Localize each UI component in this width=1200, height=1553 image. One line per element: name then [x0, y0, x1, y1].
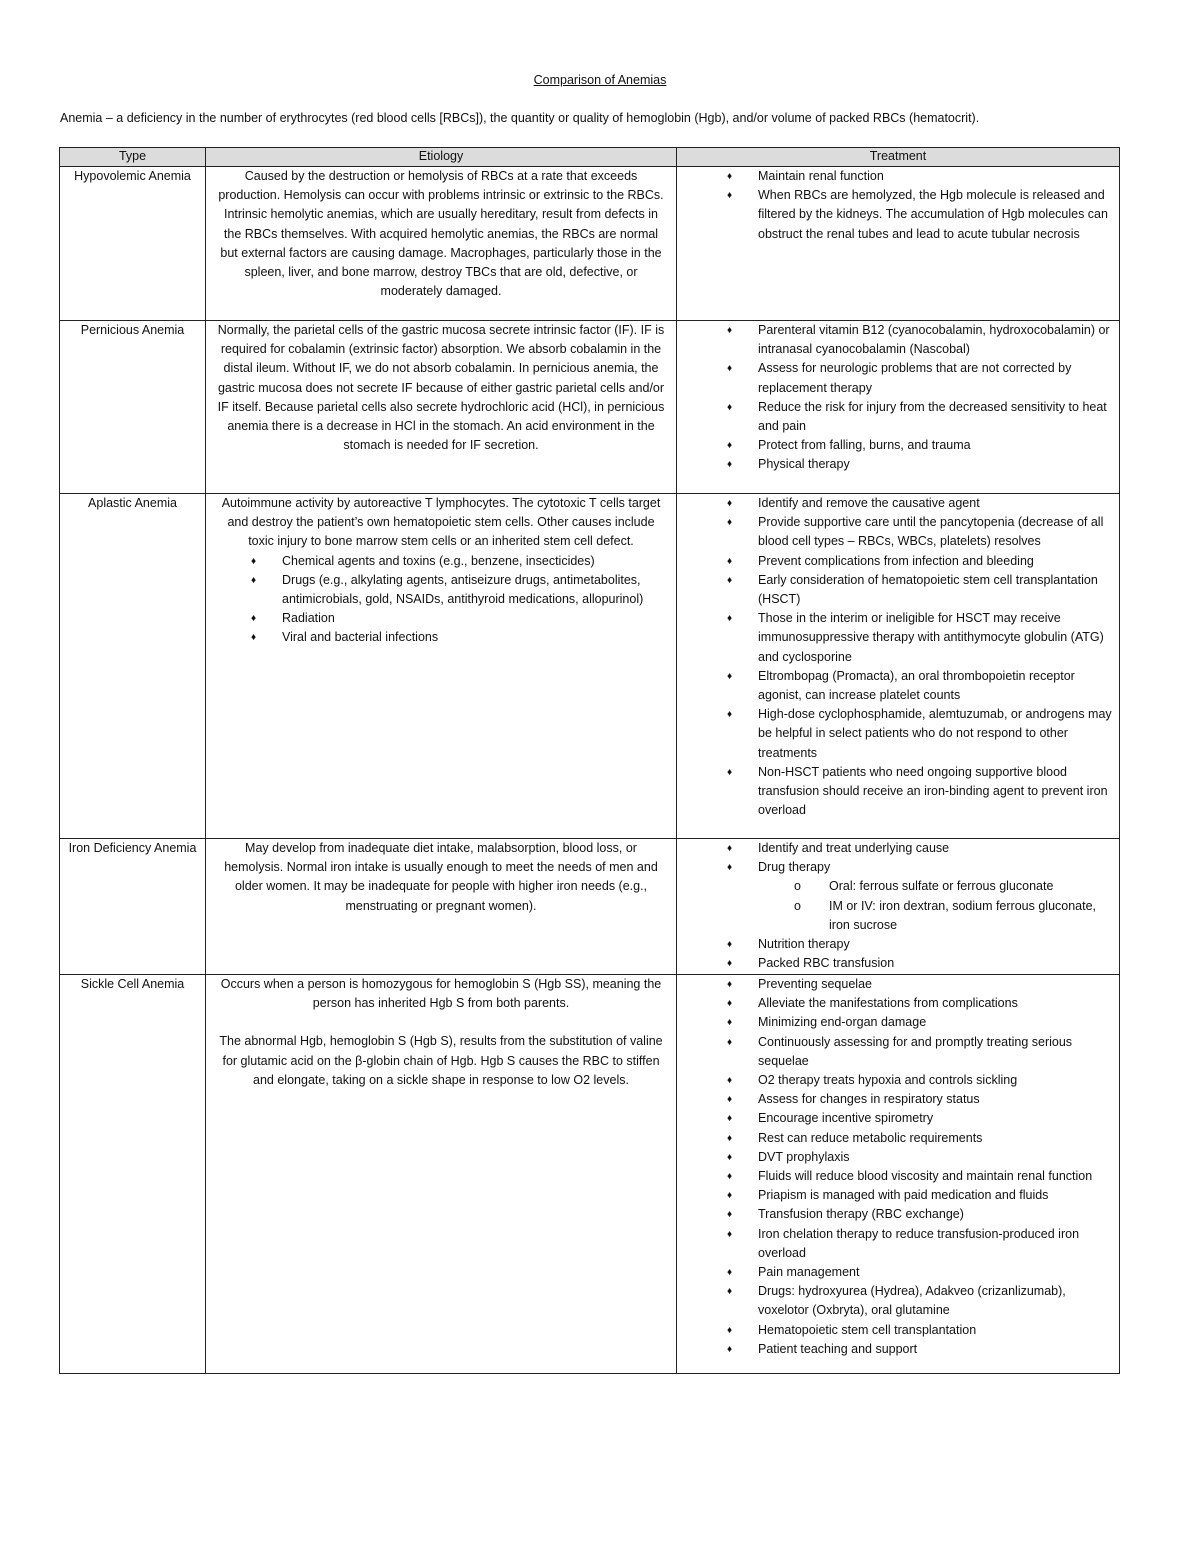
cell-type: Sickle Cell Anemia [60, 975, 206, 1374]
treatment-item: ♦ Rest can reduce metabolic requirements [683, 1129, 1113, 1148]
etiology-text: The abnormal Hgb, hemoglobin S (Hgb S), results from the substitution of valine for glutamic acid on the β-globin chain of Hgb. Hgb S causes the RBC to stiffen and elongate, taking on a sickle shape in response to low O2 levels. [219, 1034, 663, 1087]
table-row-pernicious [60, 321, 1120, 494]
table-row-hypovolemic [60, 167, 1120, 321]
treatment-item: ♦ Drug therapy [683, 858, 1113, 877]
treatment-item: ♦ Drugs: hydroxyurea (Hydrea), Adakveo (crizanlizumab), voxelotor (Oxbryta), oral glutamine [683, 1282, 1113, 1320]
treatment-item: ♦ Priapism is managed with paid medication and fluids [683, 1186, 1113, 1205]
treatment-item: ♦ O2 therapy treats hypoxia and controls sickling [683, 1071, 1113, 1090]
treatment-item: ♦ Parenteral vitamin B12 (cyanocobalamin, hydroxocobalamin) or intranasal cyanocobalamin (Nascobal) [683, 321, 1113, 359]
treatment-item: ♦ Reduce the risk for injury from the decreased sensitivity to heat and pain [683, 398, 1113, 436]
treatment-item: ♦ Iron chelation therapy to reduce transfusion-produced iron overload [683, 1225, 1113, 1263]
cell-etiology [206, 975, 677, 1374]
etiology-item: ♦ Viral and bacterial infections [206, 628, 666, 647]
treatment-item: ♦ Protect from falling, burns, and trauma [683, 436, 1113, 455]
treatment-item: ♦ Alleviate the manifestations from complications [683, 994, 1113, 1013]
treatment-item: ♦ Transfusion therapy (RBC exchange) [683, 1205, 1113, 1224]
treatment-item: ♦ Fluids will reduce blood viscosity and maintain renal function [683, 1167, 1113, 1186]
treatment-item: ♦ When RBCs are hemolyzed, the Hgb molecule is released and filtered by the kidneys. The accumulation of Hgb molecules can obstruct the renal tubes and lead to acute tubular necrosis [683, 186, 1113, 244]
treatment-item: ♦ Identify and remove the causative agent [683, 494, 1113, 513]
etiology-text: May develop from inadequate diet intake, malabsorption, blood loss, or hemolysis. Normal iron intake is usually enough to meet the needs of men and older women. It may be inadequate for people with higher iron needs (e.g., menstruating or pregnant women). [224, 841, 658, 913]
treatment-item: ♦ Assess for neurologic problems that are not corrected by replacement therapy [683, 359, 1113, 397]
cell-etiology [206, 321, 677, 494]
table-row-iron-deficiency [60, 839, 1120, 975]
cell-type: Pernicious Anemia [60, 321, 206, 494]
treatment-item: ♦ Pain management [683, 1263, 1113, 1282]
treatment-item: ♦ Preventing sequelae [683, 975, 1113, 994]
page-title: Comparison of Anemias [533, 73, 667, 87]
table-row-sickle-cell [60, 975, 1120, 1374]
header-treatment: Treatment [677, 148, 1120, 167]
treatment-item: ♦ Patient teaching and support [683, 1340, 1113, 1359]
etiology-item: ♦ Radiation [206, 609, 666, 628]
treatment-item: ♦ Continuously assessing for and promptly treating serious sequelae [683, 1033, 1113, 1071]
etiology-item: ♦ Drugs (e.g., alkylating agents, antiseizure drugs, antimetabolites, antimicrobials, gold, NSAIDs, antithyroid medications, allopurinol) [206, 571, 666, 609]
treatment-subitem: o Oral: ferrous sulfate or ferrous gluconate [683, 877, 1113, 896]
anemia-comparison-table [59, 147, 1120, 1374]
cell-treatment [677, 494, 1120, 839]
etiology-text: Normally, the parietal cells of the gastric mucosa secrete intrinsic factor (IF). IF is required for cobalamin (extrinsic factor) absorption. We absorb cobalamin in the distal ileum. Without IF, we do not absorb cobalamin. In pernicious anemia, the gastric mucosa does not secrete IF because of either gastric parietal cells and/or IF itself. Because parietal cells also secrete hydrochloric acid (HCl), in pernicious anemia there is a decrease in HCl in the stomach. An acid environment in the stomach is needed for IF secretion. [217, 323, 665, 453]
treatment-item: ♦ Non-HSCT patients who need ongoing supportive blood transfusion should receive an iron-binding agent to prevent iron overload [683, 763, 1113, 821]
treatment-item: ♦ DVT prophylaxis [683, 1148, 1113, 1167]
cell-treatment [677, 167, 1120, 321]
cell-treatment [677, 975, 1120, 1374]
header-type: Type [60, 148, 206, 167]
etiology-text: Autoimmune activity by autoreactive T lymphocytes. The cytotoxic T cells target and destroy the patient’s own hematopoietic stem cells. Other causes include toxic injury to bone marrow stem cells or an inherited stem cell defect. [221, 496, 661, 549]
cell-type: Iron Deficiency Anemia [60, 839, 206, 975]
treatment-item: ♦ Eltrombopag (Promacta), an oral thrombopoietin receptor agonist, can increase platelet counts [683, 667, 1113, 705]
cell-etiology [206, 167, 677, 321]
treatment-item: ♦ Nutrition therapy [683, 935, 1113, 954]
treatment-item: ♦ High-dose cyclophosphamide, alemtuzumab, or androgens may be helpful in select patients who do not respond to other treatments [683, 705, 1113, 763]
treatment-item: ♦ Minimizing end-organ damage [683, 1013, 1113, 1032]
treatment-item: ♦ Those in the interim or ineligible for HSCT may receive immunosuppressive therapy with antithymocyte globulin (ATG) and cyclosporine [683, 609, 1113, 667]
treatment-item: ♦ Provide supportive care until the pancytopenia (decrease of all blood cell types – RBCs, WBCs, platelets) resolves [683, 513, 1113, 551]
treatment-item: ♦ Encourage incentive spirometry [683, 1109, 1113, 1128]
treatment-item: ♦ Prevent complications from infection and bleeding [683, 552, 1113, 571]
treatment-item: ♦ Hematopoietic stem cell transplantation [683, 1321, 1113, 1340]
table-row-aplastic [60, 494, 1120, 839]
table-header-row [60, 148, 1120, 167]
etiology-item: ♦ Chemical agents and toxins (e.g., benzene, insecticides) [206, 552, 666, 571]
header-etiology: Etiology [206, 148, 677, 167]
treatment-subitem: o IM or IV: iron dextran, sodium ferrous gluconate, iron sucrose [683, 897, 1113, 935]
treatment-item: ♦ Physical therapy [683, 455, 1113, 474]
etiology-text: Occurs when a person is homozygous for hemoglobin S (Hgb SS), meaning the person has inherited Hgb S from both parents. [220, 977, 662, 1011]
etiology-text: Caused by the destruction or hemolysis of RBCs at a rate that exceeds production. Hemolysis can occur with problems intrinsic or extrinsic to the RBCs. Intrinsic hemolytic anemias, which are usually hereditary, result from defects in the RBCs themselves. With acquired hemolytic anemias, the RBCs are normal but external factors are causing damage. Macrophages, particularly those in the spleen, liver, and bone marrow, destroy TBCs that are old, defective, or moderately damaged. [218, 169, 664, 299]
cell-etiology [206, 494, 677, 839]
treatment-item: ♦ Assess for changes in respiratory status [683, 1090, 1113, 1109]
cell-type: Aplastic Anemia [60, 494, 206, 839]
cell-treatment [677, 839, 1120, 975]
cell-treatment [677, 321, 1120, 494]
cell-etiology [206, 839, 677, 975]
treatment-item: ♦ Packed RBC transfusion [683, 954, 1113, 973]
treatment-item: ♦ Maintain renal function [683, 167, 1113, 186]
cell-type: Hypovolemic Anemia [60, 167, 206, 321]
treatment-item: ♦ Identify and treat underlying cause [683, 839, 1113, 858]
treatment-item: ♦ Early consideration of hematopoietic stem cell transplantation (HSCT) [683, 571, 1113, 609]
intro-definition: Anemia – a deficiency in the number of erythrocytes (red blood cells [RBCs]), the quantity or quality of hemoglobin (Hgb), and/or volume of packed RBCs (hematocrit). [60, 111, 980, 125]
